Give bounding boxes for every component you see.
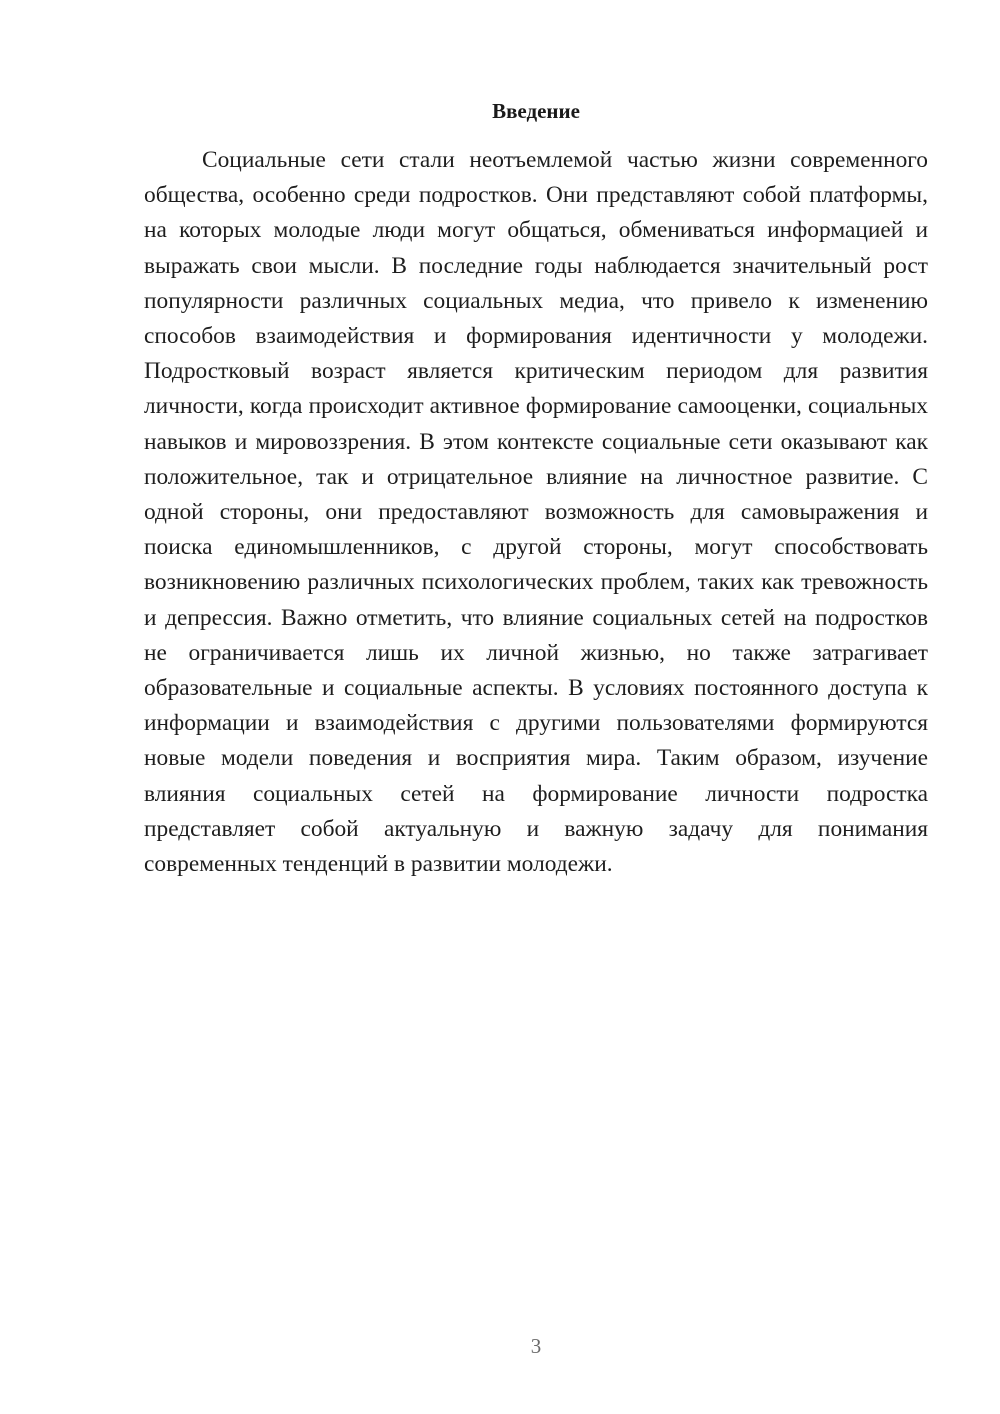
page-number: 3 xyxy=(530,1334,542,1358)
body-paragraph: Социальные сети стали неотъемлемой частью жизни современного общества, особенно среди подростков. Они представляют собой платформы, на которых молодые люди могут общаться, обмениваться информацией и выражать свои мысли. В последние годы наблюдается значительный рост популярности различных социальных медиа, что привело к изменению способов взаимодействия и формирования идентичности у молодежи. Подростковый возраст является критическим периодом для развития личности, когда происходит активное формирование самооценки, социальных навыков и мировоззрения. В этом контексте социальные сети оказывают как положительное, так и отрицательное влияние на личностное развитие. С одной стороны, они предоставляют возможность для самовыражения и поиска единомышленников, с другой стороны, могут способствовать возникновению различных психологических проблем, таких как тревожность и депрессия. Важно отметить, что влияние социальных сетей на подростков не ограничивается лишь их личной жизнью, но также затрагивает образовательные и социальные аспекты. В условиях постоянного доступа к информации и взаимодействия с другими пользователями формируются новые модели поведения и восприятия мира. Таким образом, изучение влияния социальных сетей на формирование личности подростка представляет собой актуальную и важную задачу для понимания современных тенденций в развитии молодежи. xyxy=(144,147,928,878)
section-heading: Введение xyxy=(492,99,580,123)
